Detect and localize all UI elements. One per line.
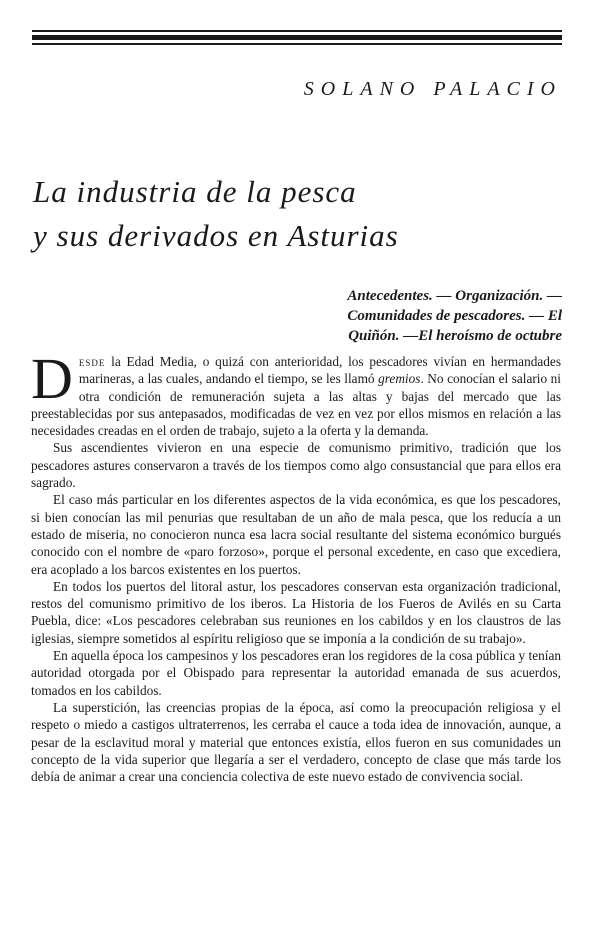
article-body <box>31 346 562 785</box>
paragraph-1 <box>31 346 562 439</box>
header-rule-thin-top <box>32 30 562 32</box>
paragraph-5: En aquella época los campesinos y los pescadores eran los regidores de la cosa pública y tenían autoridad otorgada por el Obispado para representar la autoridad emanada de sus acuerdos, tomados en los cabildos. <box>31 648 561 698</box>
paragraph-3: El caso más particular en los diferentes aspectos de la vida económica, es que los pescadores, si bien conocían las mil penurias que resultaban de un año de mala pesca, que los reducía a un estado de miseria, no conocieron nunca esa lacra social resultante del sistema económico burgués conocido con el nombre de «paro forzoso», porque el personal excedente, en caso que excediera, era acoplado a los barcos existentes en los puertos. <box>31 492 561 577</box>
summary-line-1: Antecedentes. — Organización. — <box>347 288 562 304</box>
article-summary <box>272 286 562 346</box>
paragraph-1-text-a: la Edad Media, o quizá con anterioridad, los pescadores vivían en hermandades marineras, a las cuales, andando el tiempo, se les llamó <box>78 354 561 387</box>
title-line-2: y sus derivados en Asturias <box>33 218 399 253</box>
italic-term: gremios <box>378 371 421 387</box>
header-rules <box>32 30 562 45</box>
paragraph-2: Sus ascendientes vivieron en una especie de comunismo primitivo, tradición que los pescadores astures conservaron a través de los tiempos como algo consustancial que para ellos era sagrado. <box>31 440 561 491</box>
paragraph-4: En todos los puertos del litoral astur, los pescadores conservan esta organización tradicional, restos del comunismo primitivo de los iberos. La Historia de los Fueros de Avilés en su Carta Puebla, dice: «Los pescadores celebraban sus reuniones en los cabildos y en los claustros de las iglesias, siempre sometidos al espíritu religioso que se imponía a la condición de su trabajo». <box>31 578 561 646</box>
summary-line-3: Quiñón. —El heroísmo de octubre <box>348 328 562 344</box>
paragraph-1-text-b: . No conocían el salario ni otra condición de remuneración sujeta a las altas y bajas del mercado que las preestablecidas por sus antepasados, modificadas de vez en vez por ellos mismos en relación a las necesidades creadas en el orden de trabajo, sujeto a la oferta y la demanda. <box>31 371 562 439</box>
article-title <box>33 170 553 258</box>
header-rule-thick <box>32 35 562 40</box>
author-name: SOLANO PALACIO <box>303 78 562 100</box>
paragraph-6: La superstición, las creencias propias de la época, así como la preocupación religiosa y el respeto o miedo a castigos ultraterrenos, les cerraba el cauce a toda idea de innovación, aunque, a pesar de la esclavitud moral y material que entonces existía, ellos fueron en sus comunidades un concepto de la vida superior que llegaría a ser el verdadero, concepto de clase que más tarde los debía de animar a crear una conciencia colectiva de este nuevo estado de convivencia social. <box>31 699 561 785</box>
lead-word: esde <box>78 354 106 369</box>
header-rule-thin-bottom <box>32 43 562 45</box>
summary-line-2: Comunidades de pescadores. — El <box>347 308 562 324</box>
drop-cap: D <box>31 346 73 411</box>
title-line-1: La industria de la pesca <box>33 174 357 209</box>
